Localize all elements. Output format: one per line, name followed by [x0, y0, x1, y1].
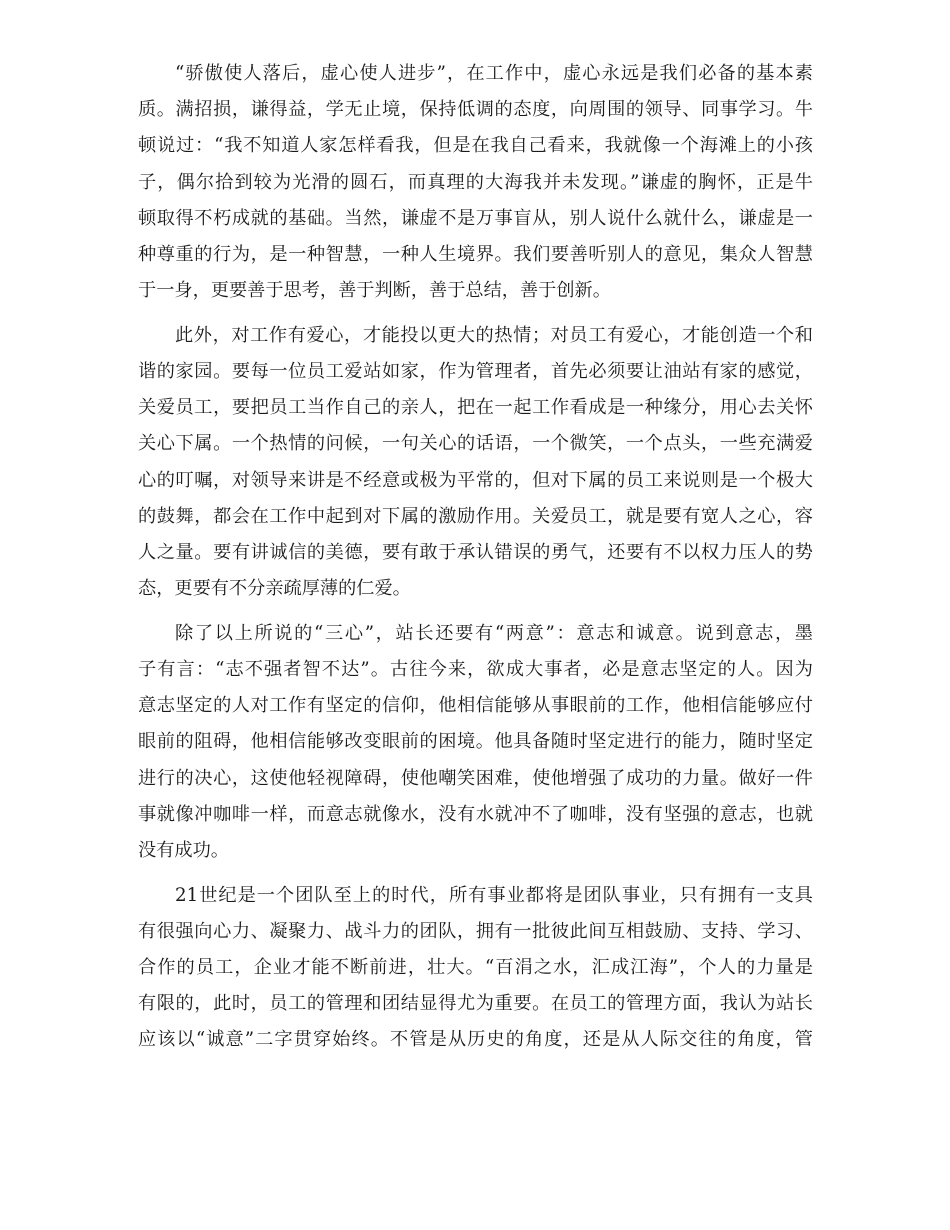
- text-line: 除了以上所说的“三心”，站长还要有“两意”：意志和诚意。说到意志，墨: [175, 622, 813, 644]
- text-line: 意志坚定的人对工作有坚定的信仰，他相信能够从事眼前的工作，他相信能够应付: [138, 695, 813, 717]
- text-line: 的鼓舞，都会在工作中起到对下属的激励作用。关爱员工，就是要有宽人之心，容: [138, 505, 813, 527]
- paragraph: [138, 878, 813, 1059]
- text-line: 顿说过：“我不知道人家怎样看我，但是在我自己看来，我就像一个海滩上的小孩: [138, 135, 813, 157]
- text-line: 有限的，此时，员工的管理和团结显得尤为重要。在员工的管理方面，我认为站长: [138, 993, 813, 1015]
- text-line: 质。满招损，谦得益，学无止境，保持低调的态度，向周围的领导、同事学习。牛: [138, 99, 813, 121]
- paragraph-spacer: [138, 607, 813, 616]
- text-line: 进行的决心，这使他轻视障碍，使他嘲笑困难，使他增强了成功的力量。做好一件: [138, 767, 813, 789]
- document-body: [138, 56, 813, 1059]
- paragraph: [138, 56, 813, 309]
- paragraph: [138, 318, 813, 608]
- text-line: 顿取得不朽成就的基础。当然，谦虚不是万事盲从，别人说什么就什么，谦虚是一: [138, 207, 813, 229]
- paragraph-spacer: [138, 869, 813, 878]
- text-line: 关爱员工，要把员工当作自己的亲人，把在一起工作看成是一种缘分，用心去关怀: [138, 397, 813, 419]
- text-line: 眼前的阻碍，他相信能够改变眼前的困境。他具备随时坚定进行的能力，随时坚定: [138, 731, 813, 753]
- text-line: 事就像冲咖啡一样，而意志就像水，没有水就冲不了咖啡，没有坚强的意志，也就: [138, 803, 813, 825]
- text-line: 合作的员工，企业才能不断前进，壮大。“百涓之水，汇成江海”，个人的力量是: [138, 957, 813, 978]
- paragraph-spacer: [138, 309, 813, 318]
- text-line: 种尊重的行为，是一种智慧，一种人生境界。我们要善听别人的意见，集众人智慧: [138, 243, 813, 265]
- paragraph: [138, 616, 813, 869]
- text-line: 谐的家园。要每一位员工爱站如家，作为管理者，首先必须要让油站有家的感觉，: [138, 361, 813, 382]
- text-line: 没有成功。: [138, 839, 229, 861]
- text-line: 21世纪是一个团队至上的时代，所有事业都将是团队事业，只有拥有一支具: [175, 884, 813, 906]
- text-line: 于一身，更要善于思考，善于判断，善于总结，善于创新。: [138, 280, 611, 302]
- text-line: 子，偶尔拾到较为光滑的圆石，而真理的大海我并未发现。”谦虚的胸怀，正是牛: [138, 171, 813, 193]
- text-line: “骄傲使人落后，虚心使人进步”，在工作中，虚心永远是我们必备的基本素: [175, 63, 813, 84]
- text-line: 应该以“诚意”二字贯穿始终。不管是从历史的角度，还是从人际交往的角度，管: [138, 1029, 813, 1051]
- text-line: 此外，对工作有爱心，才能投以更大的热情；对员工有爱心，才能创造一个和: [175, 324, 813, 346]
- text-line: 心的叮嘱，对领导来讲是不经意或极为平常的，但对下属的员工来说则是一个极大: [138, 469, 813, 491]
- text-line: 有很强向心力、凝聚力、战斗力的团队，拥有一批彼此间互相鼓励、支持、学习、: [138, 920, 813, 942]
- text-line: 人之量。要有讲诚信的美德，要有敢于承认错误的勇气，还要有不以权力压人的势: [138, 541, 813, 563]
- text-line: 态，更要有不分亲疏厚薄的仁爱。: [138, 578, 411, 600]
- text-line: 关心下属。一个热情的问候，一句关心的话语，一个微笑，一个点头，一些充满爱: [138, 433, 813, 455]
- text-line: 子有言：“志不强者智不达”。古往今来，欲成大事者，必是意志坚定的人。因为: [138, 659, 813, 680]
